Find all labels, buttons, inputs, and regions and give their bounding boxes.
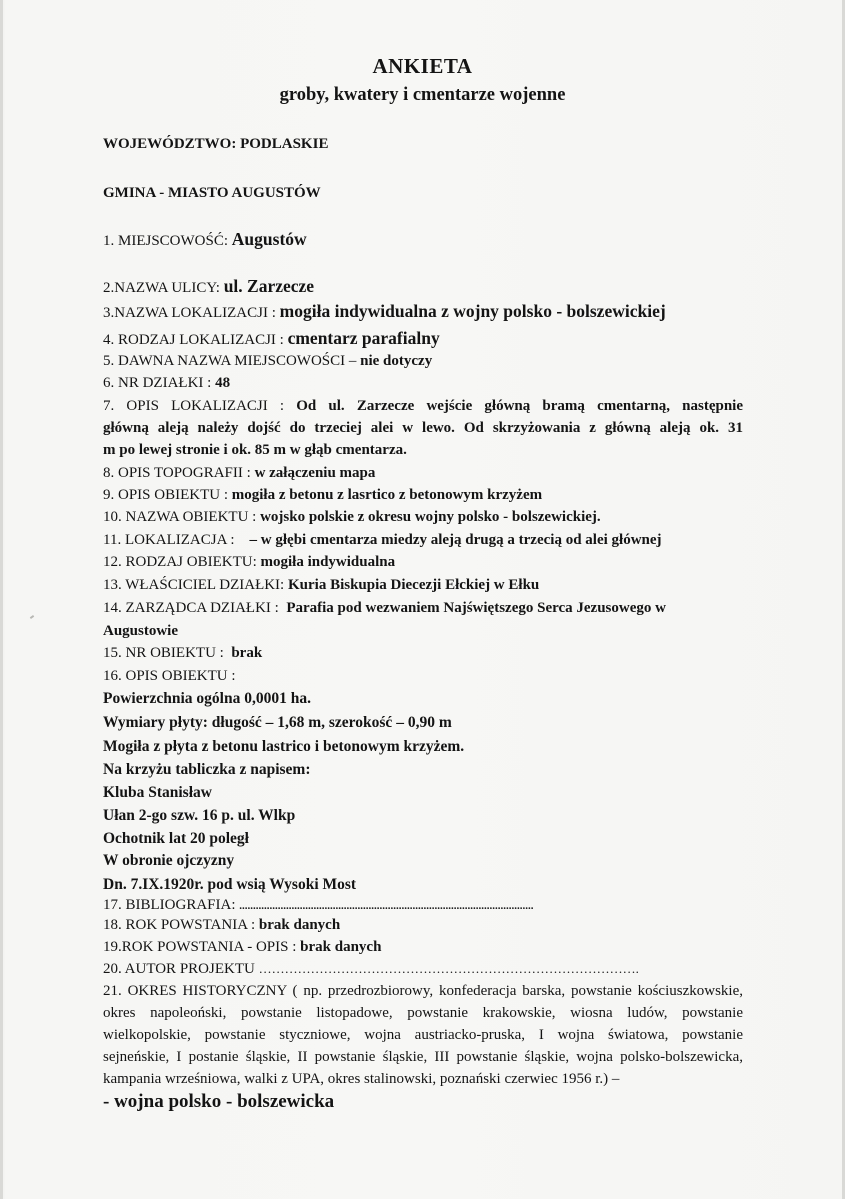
field-14-value-1: Parafia pod wezwaniem Najświętszego Serca Jezusowego w (286, 600, 666, 616)
gmina-heading: GMINA - MIASTO AUGUSTÓW (103, 185, 321, 201)
field-6-label: 6. NR DZIAŁKI : (103, 375, 216, 391)
field-9-label: 9. OPIS OBIEKTU : (103, 487, 232, 503)
field-7-value-1: Od ul. Zarzecze wejście główną bramą cmentarną, następnie (296, 398, 743, 414)
field-16-line-3: Mogiła z płyta z betonu lastrico i betonowym krzyżem. (103, 738, 465, 755)
scan-mark (30, 615, 34, 619)
field-3-value: mogiła indywidualna z wojny polsko - bolszewickiej (279, 301, 666, 321)
field-4 (103, 328, 440, 349)
document-title: ANKIETA (372, 54, 473, 78)
field-2-label: 2.NAZWA ULICY: (103, 280, 224, 296)
field-20-value: ……………………………………………………………………………. (258, 961, 639, 976)
field-21-line-2: okres napoleoński, powstanie listopadowe, powstanie krakowskie, wiosna ludów, powstanie (103, 1005, 743, 1021)
field-14-line-2: Augustowie (103, 623, 179, 639)
field-5-value: nie dotyczy (360, 353, 433, 369)
field-5 (103, 353, 432, 370)
field-6 (103, 375, 230, 392)
field-8-value: w załączeniu mapa (254, 465, 376, 481)
field-16-label: 16. OPIS OBIEKTU : (103, 668, 236, 684)
field-9 (103, 487, 542, 504)
field-21-line-1: 21. OKRES HISTORYCZNY ( np. przedrozbiorowy, konfederacja barska, powstanie kościuszkowskie, (103, 983, 743, 999)
field-21-value: - wojna polsko - bolszewicka (103, 1091, 335, 1112)
field-10-label: 10. NAZWA OBIEKTU : (103, 509, 261, 525)
field-12 (103, 554, 395, 571)
field-13-value: Kuria Biskupia Diecezji Ełckiej w Ełku (287, 577, 540, 593)
field-21-line-3: wielkopolskie, powstanie styczniowe, wojna austriacko-pruska, I wojna światowa, powstanie (103, 1027, 743, 1043)
field-8 (103, 465, 375, 482)
field-15-label: 15. NR OBIEKTU : (103, 645, 232, 661)
field-19-value: brak danych (300, 939, 382, 955)
field-21-line-5: kampania wrześniowa, walki z UPA, okres stalinowski, poznański czerwiec 1956 r.) – (103, 1071, 620, 1087)
field-1-label: 1. MIEJSCOWOŚĆ: (103, 233, 232, 249)
field-3 (103, 301, 666, 322)
document-subtitle: groby, kwatery i cmentarze wojenne (279, 85, 566, 105)
field-17-value: ........................................................................................................... (239, 900, 534, 912)
field-16-line-9: Dn. 7.IX.1920r. pod wsią Wysoki Most (103, 876, 357, 893)
field-12-value: mogiła indywidualna (260, 554, 396, 570)
field-15 (103, 645, 262, 662)
field-20-label: 20. AUTOR PROJEKTU (103, 961, 259, 977)
field-11-value: – w głębi cmentarza miedzy aleją drugą a trzecią od alei głównej (249, 532, 662, 548)
field-17-label: 17. BIBLIOGRAFIA: (103, 897, 240, 913)
field-18-label: 18. ROK POWSTANIA : (103, 917, 259, 933)
field-12-label: 12. RODZAJ OBIEKTU: (103, 554, 261, 570)
field-6-value: 48 (215, 375, 231, 391)
field-4-label: 4. RODZAJ LOKALIZACJI : (103, 332, 288, 348)
field-8-label: 8. OPIS TOPOGRAFII : (103, 465, 255, 481)
field-2 (103, 276, 314, 297)
wojewodztwo-heading: WOJEWÓDZTWO: PODLASKIE (103, 136, 329, 152)
field-16-line-8: W obronie ojczyzny (103, 852, 235, 869)
field-1-value: Augustów (231, 229, 307, 249)
field-16-line-1: Powierzchnia ogólna 0,0001 ha. (103, 690, 311, 707)
field-5-label: 5. DAWNA NAZWA MIEJSCOWOŚCI – (103, 353, 361, 369)
field-7-line-2: główną aleją należy dojść do trzeciej alei w lewo. Od skrzyżowania z główną aleją ok. 31 (103, 420, 743, 436)
field-16-line-5: Kluba Stanisław (103, 784, 212, 801)
field-9-value: mogiła z betonu z lasrtico z betonowym krzyżem (231, 487, 543, 503)
field-18 (103, 917, 340, 934)
field-16-line-6: Ułan 2-go szw. 16 p. ul. Wlkp (103, 807, 296, 824)
field-21-line-4: sejneńskie, I postanie śląskie, II powstanie śląskie, III powstanie śląskie, wojna polsko-bolszewicka, (103, 1049, 743, 1065)
field-4-value: cmentarz parafialny (287, 328, 440, 348)
page-edge-left (0, 0, 3, 1199)
field-14-label: 14. ZARZĄDCA DZIAŁKI : (103, 600, 287, 616)
field-15-value: brak (231, 645, 263, 661)
field-16-line-7: Ochotnik lat 20 poległ (103, 830, 249, 847)
field-7-label: 7. OPIS LOKALIZACJI : (103, 398, 297, 414)
field-13-label: 13. WŁAŚCICIEL DZIAŁKI: (103, 577, 288, 593)
field-16-line-2: Wymiary płyty: długość – 1,68 m, szerokość – 0,90 m (103, 714, 452, 731)
field-14-line-1 (103, 600, 666, 617)
field-7-line-1 (103, 398, 743, 415)
field-16-line-4: Na krzyżu tabliczka z napisem: (103, 761, 311, 778)
field-13 (103, 577, 539, 594)
field-19-label: 19.ROK POWSTANIA - OPIS : (103, 939, 301, 955)
field-18-value: brak danych (258, 917, 341, 933)
field-11 (103, 532, 662, 549)
field-10 (103, 509, 601, 526)
field-19 (103, 939, 381, 956)
field-3-label: 3.NAZWA LOKALIZACJI : (103, 305, 280, 321)
field-7-line-3: m po lewej stronie i ok. 85 m w głąb cmentarza. (103, 442, 407, 458)
field-11-label: 11. LOKALIZACJA : (103, 532, 250, 548)
field-1 (103, 229, 307, 250)
field-2-value: ul. Zarzecze (223, 276, 315, 296)
field-17 (103, 897, 534, 914)
field-20 (103, 961, 639, 978)
field-10-value: wojsko polskie z okresu wojny polsko - bolszewickiej. (260, 509, 601, 525)
